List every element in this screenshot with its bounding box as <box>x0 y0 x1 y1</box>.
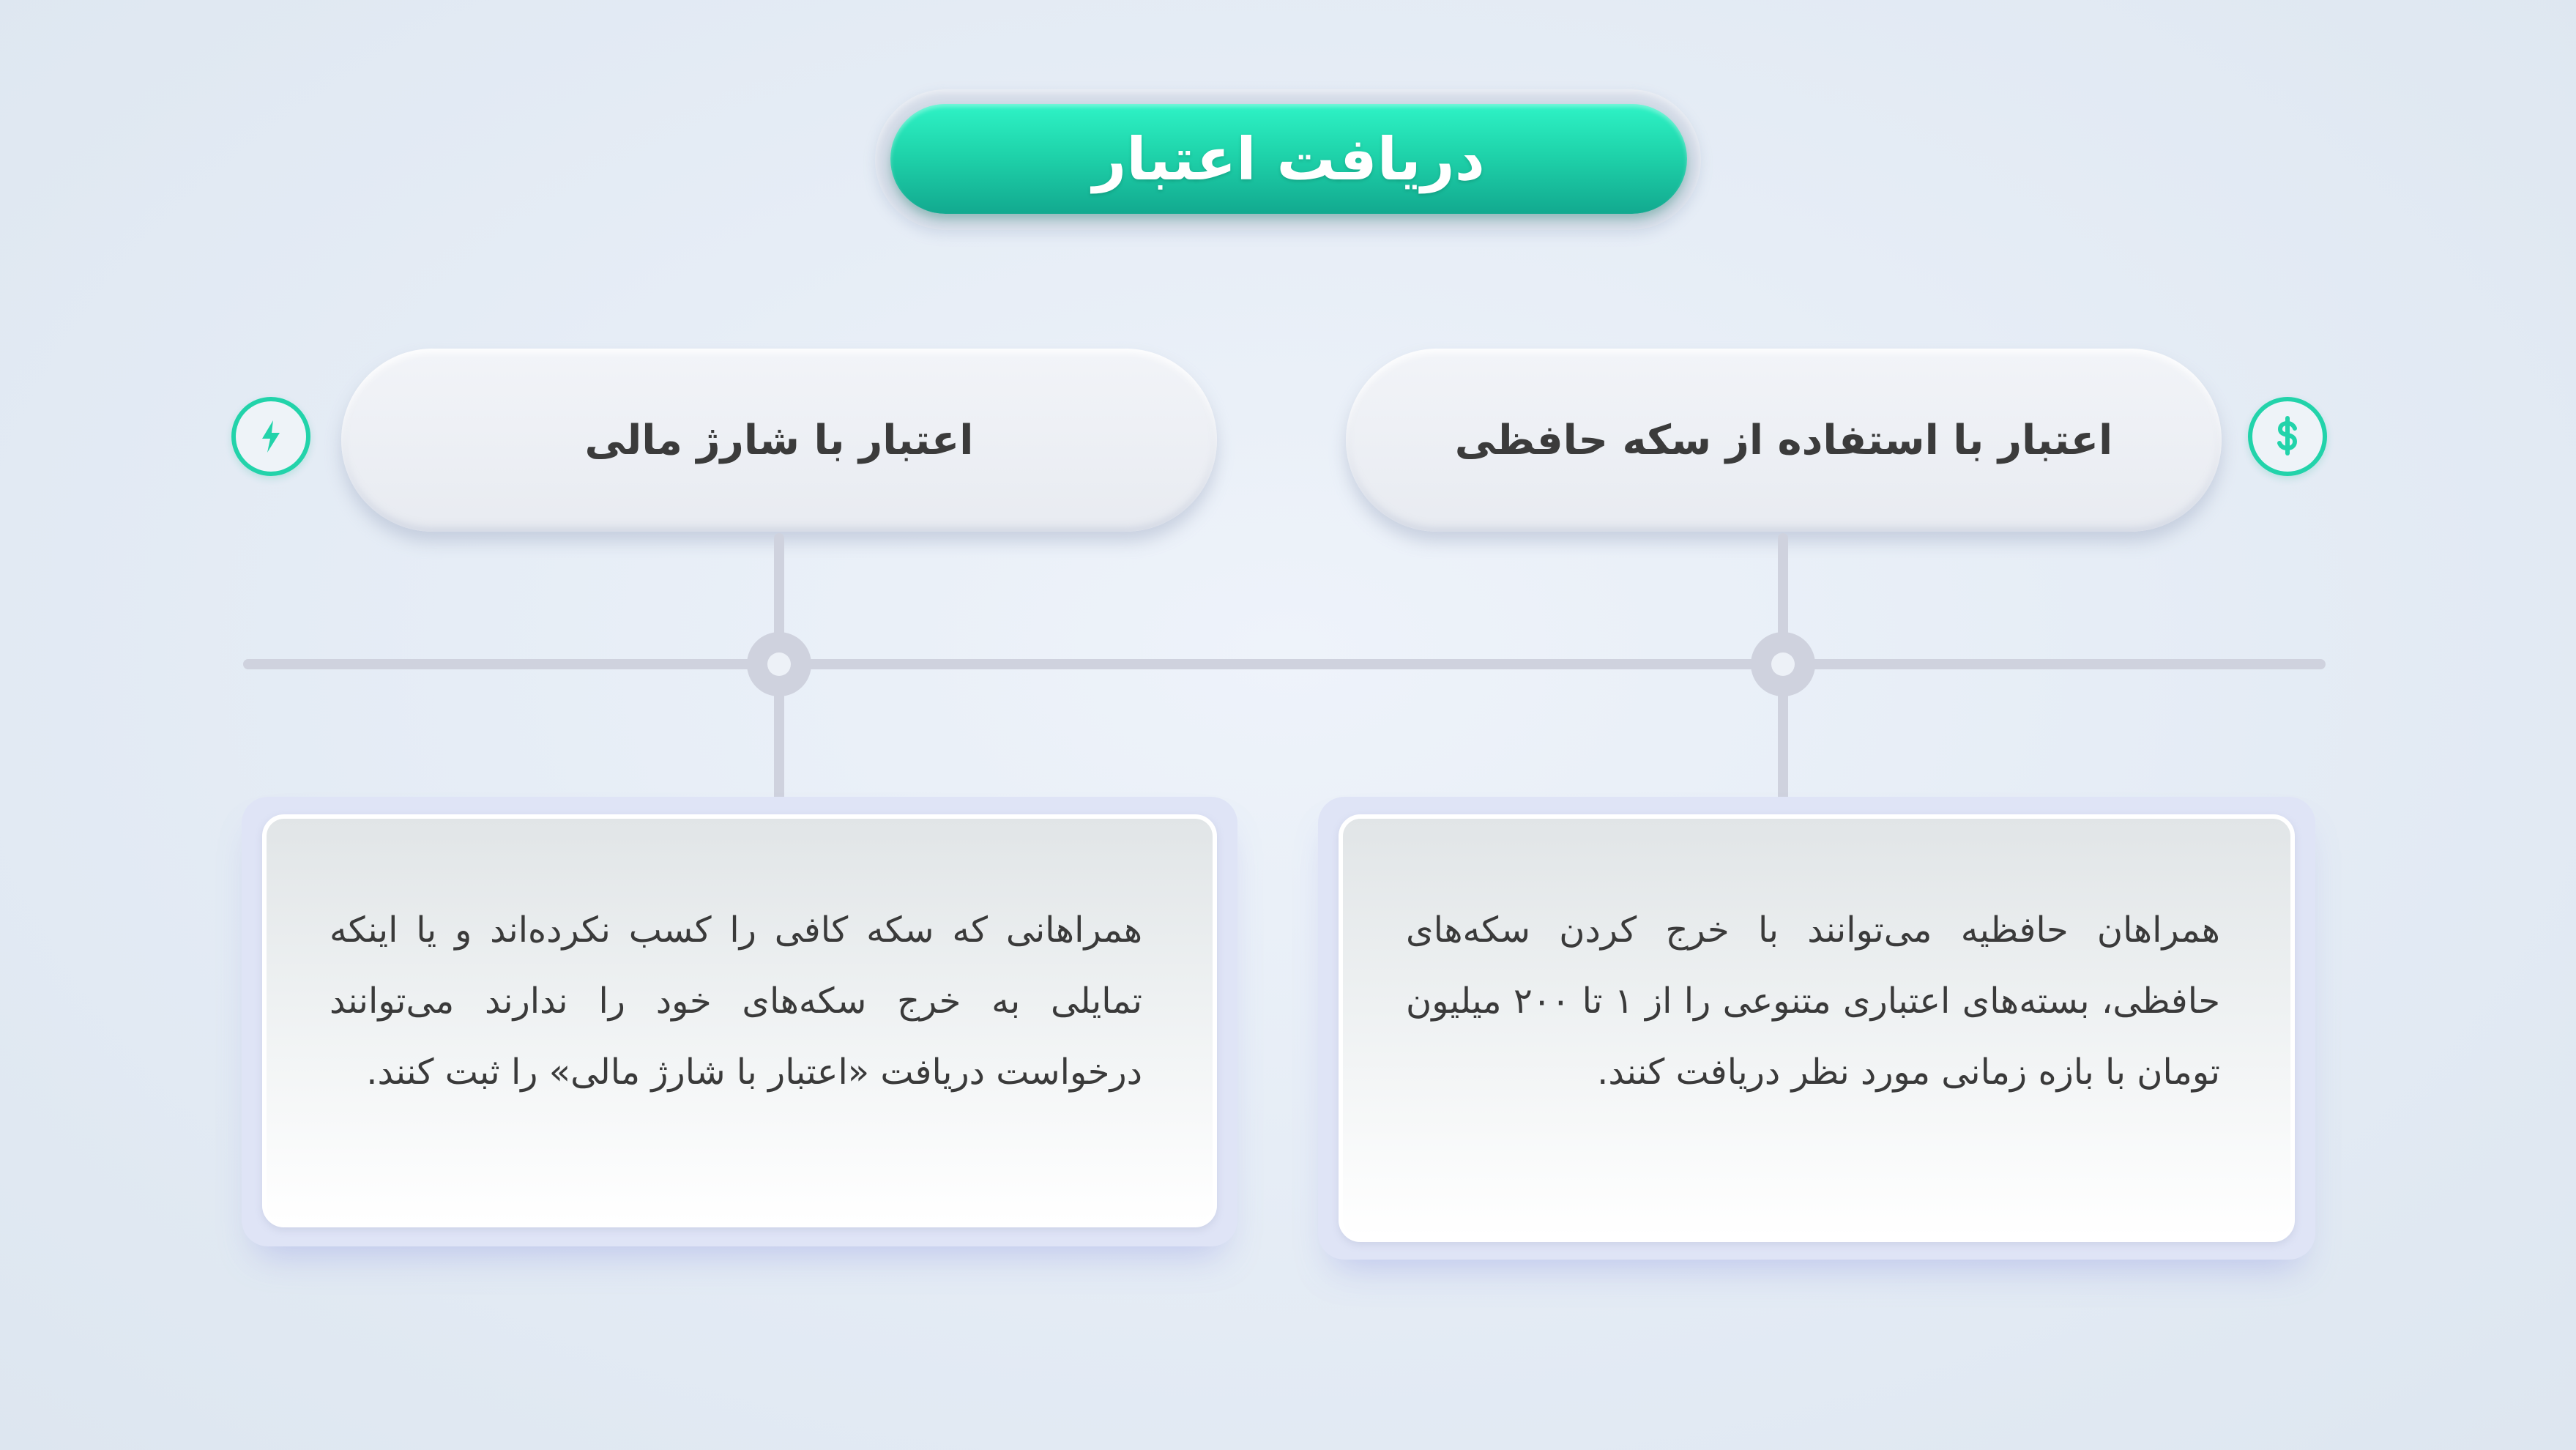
page-title: دریافت اعتبار <box>1092 124 1485 193</box>
lightning-bolt-icon <box>231 397 310 476</box>
timeline-line <box>243 659 2326 669</box>
timeline-node-left <box>747 632 811 696</box>
description-text-hafezi-coin: همراهان حافظیه می‌توانند با خرج کردن سکه‌های حافظی، بسته‌های اعتباری متنوعی را از ۱ تا ۲۰۰ میلیون تومان با بازه زمانی مورد نظر دریافت کنند. <box>1406 910 2221 1093</box>
timeline-node-right <box>1751 632 1815 696</box>
category-label-financial-charge: اعتبار با شارژ مالی <box>584 416 974 464</box>
category-pill-hafezi-coin <box>1346 349 2222 532</box>
title-pill <box>890 104 1687 214</box>
category-pill-financial-charge <box>341 349 1217 532</box>
description-text-financial-charge: همراهانی که سکه کافی را کسب نکرده‌اند و یا اینکه تمایلی به خرج سکه‌های خود را ندارند می‌توانند درخواست دریافت «اعتبار با شارژ مالی» را ثبت کنند. <box>330 910 1142 1093</box>
dollar-icon <box>2248 397 2327 476</box>
category-label-hafezi-coin: اعتبار با استفاده از سکه حافظی <box>1454 416 2113 464</box>
